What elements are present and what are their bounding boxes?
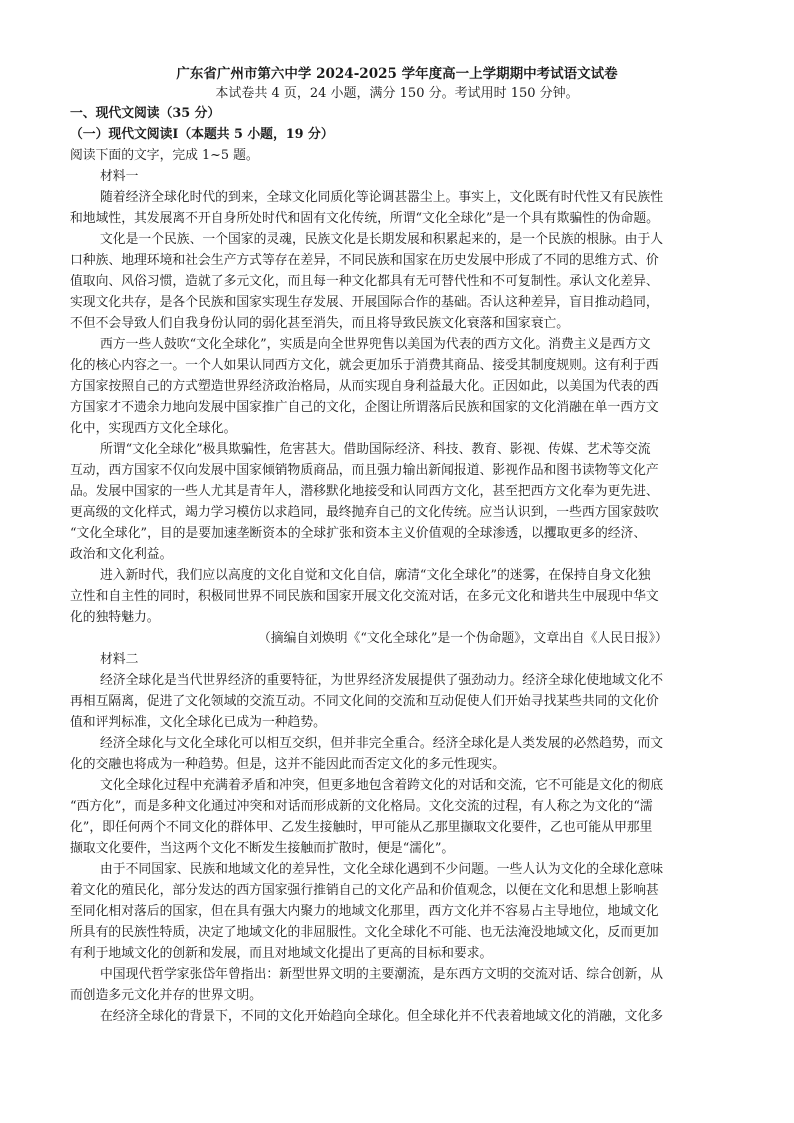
m1-line: 文化是一个民族、一个国家的灵魂，民族文化是长期发展和积累起来的，是一个民族的根脉。由于人 xyxy=(100,232,664,247)
m2-line: 再相互隔离，促进了文化领域的交流互动。不同文化间的交流和互动促使人们开始寻找某些共同的文化价 xyxy=(70,694,659,709)
m1-line: 化中，实现西方文化全球化。 xyxy=(70,421,237,436)
material-1-label: 材料一 xyxy=(100,169,139,184)
m2-line: 值和评判标准，文化全球化已成为一种趋势。 xyxy=(70,715,326,730)
m1-line: 方国家才不遗余力地向发展中国家推广自己的文化，企图让所谓落后民族和国家的文化消融在单一西方文 xyxy=(70,400,659,415)
m1-line: 进入新时代，我们应以高度的文化自觉和文化自信，廓清“文化全球化”的迷雾，在保持自身文化独 xyxy=(100,568,651,583)
m2-line: 文化全球化过程中充满着矛盾和冲突，但更多地包含着跨文化的对话和交流，它不可能是文化的彻底 xyxy=(100,778,664,793)
m2-line: 有利于地域文化的创新和发展，而且对地域文化提出了更高的目标和要求。 xyxy=(70,946,493,961)
exam-title: 广东省广州市第六中学 2024-2025 学年度高一上学期期中考试语文试卷 xyxy=(176,66,618,82)
m1-line: 实现文化共存，是各个民族和国家实现生存发展、开展国际合作的基础。否认这种差异，盲目推动趋同， xyxy=(70,295,659,310)
m1-line: 政治和文化利益。 xyxy=(70,547,173,562)
m2-line: “西方化”，而是多种文化通过冲突和对话而形成新的文化格局。文化交流的过程，有人称之为文化的“濡 xyxy=(70,799,653,814)
m2-line: 所具有的民族性特质，决定了地域文化的非屈服性。文化全球化不可能、也无法淹没地域文化，反而更加 xyxy=(70,925,659,940)
m1-line: 所谓“文化全球化”极具欺骗性，危害甚大。借助国际经济、科技、教育、影视、传媒、艺术等交流 xyxy=(100,442,651,457)
exam-subtitle: 本试卷共 4 页，24 小题，满分 150 分。考试用时 150 分钟。 xyxy=(215,86,579,101)
m2-line: 至同化相对落后的国家，但在具有强大内聚力的地域文化那里，西方文化并不容易占主导地位，地域文化 xyxy=(70,904,659,919)
m2-line: 撷取文化要件，当这两个文化不断发生接触而扩散时，便是“濡化”。 xyxy=(70,841,455,856)
m1-line: “文化全球化”，目的是要加速垄断资本的全球扩张和资本主义价值观的全球渗透，以攫取更多的经济、 xyxy=(70,526,647,541)
m1-line: 口种族、地理环境和社会生产方式等存在差异，不同民族和国家在历史发展中形成了不同的思维方式、价 xyxy=(70,253,659,268)
m1-line: 品。发展中国家的一些人尤其是青年人，潜移默化地接受和认同西方文化，甚至把西方文化奉为更先进、 xyxy=(70,484,659,499)
subsection-heading: （一）现代文阅读Ⅰ（本题共 5 小题，19 分） xyxy=(70,127,334,142)
m1-line: 西方一些人鼓吹“文化全球化”，实质是向全世界兜售以美国为代表的西方文化。消费主义是西方文 xyxy=(100,337,651,352)
m2-line: 在经济全球化的背景下，不同的文化开始趋向全球化。但全球化并不代表着地域文化的消融，文化多 xyxy=(100,1009,664,1024)
m1-line: 更高级的文化样式，竭力学习模仿以求趋同，最终抛弃自己的文化传统。应当认识到，一些西方国家鼓吹 xyxy=(70,505,659,520)
m1-line: 化的独特魅力。 xyxy=(70,610,160,625)
material-1-source: （摘编自刘焕明《“文化全球化”是一个伪命题》，文章出自《人民日报》） xyxy=(258,631,668,646)
instruction-text: 阅读下面的文字，完成 1~5 题。 xyxy=(70,148,259,163)
m1-line: 随着经济全球化时代的到来，全球文化同质化等论调甚嚣尘上。事实上，文化既有时代性又有民族性 xyxy=(100,190,664,205)
m2-line: 化”，即任何两个不同文化的群体甲、乙发生接触时，甲可能从乙那里撷取文化要件，乙也可能从甲那里 xyxy=(70,820,653,835)
m2-line: 由于不同国家、民族和地域文化的差异性，文化全球化遇到不少问题。一些人认为文化的全球化意味 xyxy=(100,862,664,877)
m1-line: 化的核心内容之一。一个人如果认同西方文化，就会更加乐于消费其商品、接受其制度规则。这有利于西 xyxy=(70,358,659,373)
m1-line: 方国家按照自己的方式塑造世界经济政治格局，从而实现自身利益最大化。正因如此，以美国为代表的西 xyxy=(70,379,659,394)
m2-line: 中国现代哲学家张岱年曾指出：新型世界文明的主要潮流，是东西方文明的交流对话、综合创新，从 xyxy=(100,967,664,982)
m2-line: 化的交融也将成为一种趋势。但是，这并不能因此而否定文化的多元性现实。 xyxy=(70,757,506,772)
m2-line: 而创造多元文化并存的世界文明。 xyxy=(70,988,262,1003)
m1-line: 不但不会导致人们自我身份认同的弱化甚至消失，而且将导致民族文化衰落和国家衰亡。 xyxy=(70,316,570,331)
m2-line: 经济全球化与文化全球化可以相互交织，但并非完全重合。经济全球化是人类发展的必然趋势，而文 xyxy=(100,736,664,751)
m2-line: 经济全球化是当代世界经济的重要特征，为世界经济发展提供了强劲动力。经济全球化使地域文化不 xyxy=(100,673,664,688)
m1-line: 值取向、风俗习惯，造就了多元文化，而且每一种文化都具有无可替代性和不可复制性。承认文化差异、 xyxy=(70,274,659,289)
material-2-label: 材料二 xyxy=(100,652,139,667)
m1-line: 互动，西方国家不仅向发展中国家倾销物质商品，而且强力输出新闻报道、影视作品和图书读物等文化产 xyxy=(70,463,659,478)
m1-line: 立性和自主性的同时，积极同世界不同民族和国家开展文化交流对话，在多元文化和谐共生中展现中华文 xyxy=(70,589,659,604)
m1-line: 和地域性，其发展离不开自身所处时代和固有文化传统，所谓“文化全球化”是一个具有欺骗性的伪命题。 xyxy=(70,211,659,226)
section-heading: 一、现代文阅读（35 分） xyxy=(70,106,221,121)
m2-line: 着文化的殖民化，部分发达的西方国家强行推销自己的文化产品和价值观念，以便在文化和思想上影响甚 xyxy=(70,883,659,898)
